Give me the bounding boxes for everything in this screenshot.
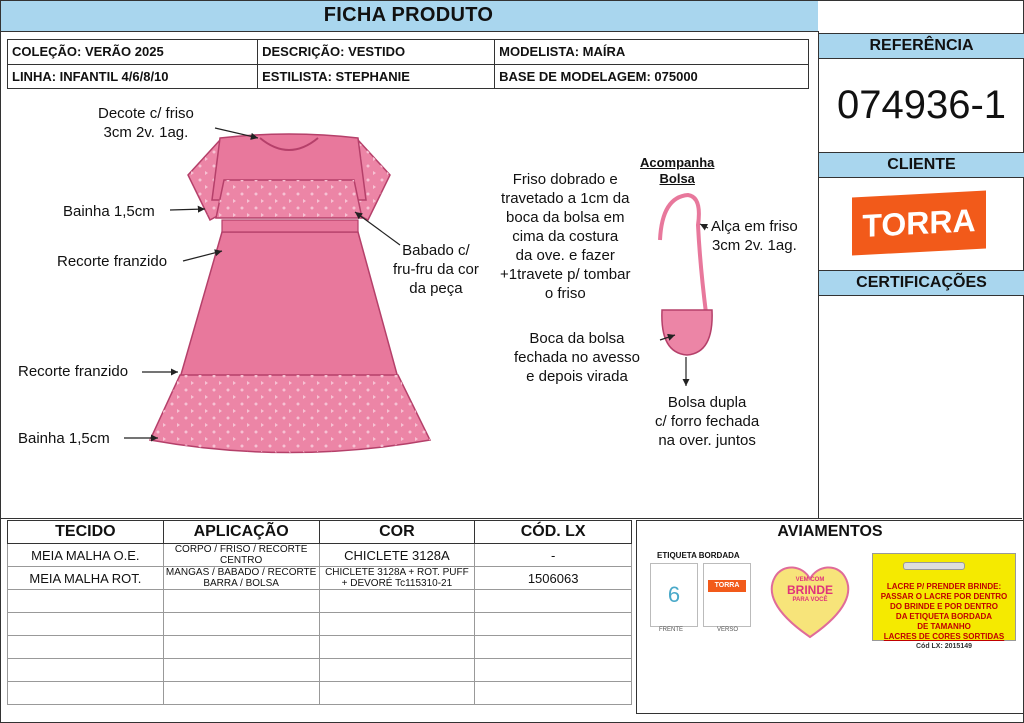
bainha-barra-note: Bainha 1,5cm <box>18 430 110 447</box>
aviamentos-panel <box>636 520 1024 714</box>
base-cell: BASE DE MODELAGEM: 075000 <box>495 64 809 89</box>
table-row: MEIA MALHA ROT. MANGAS / BABADO / RECORTE BARRA / BOLSA CHICLETE 3128A + ROT. PUFF + DEVORÉ Tc115310-21 1506063 <box>8 567 632 590</box>
dupla-note: Bolsa dupla c/ forro fechada na over. juntos <box>655 394 760 449</box>
lacre-box <box>872 553 1016 650</box>
verso-label: VERSO <box>717 627 739 633</box>
recorte-note-1: Recorte franzido <box>57 253 168 270</box>
bainha-manga-note: Bainha 1,5cm <box>63 203 155 220</box>
etiqueta-frente <box>650 563 698 627</box>
etiqueta-verso <box>703 563 751 627</box>
col-cod: CÓD. LX <box>475 521 632 544</box>
babado-note: Babado c/ fru-fru da cor da peça <box>393 242 479 297</box>
table-row-empty <box>8 613 632 636</box>
col-aplicacao: APLICAÇÃO <box>163 521 319 544</box>
certificacoes-header: CERTIFICAÇÕES <box>819 270 1024 296</box>
table-row-empty <box>8 659 632 682</box>
alca-note: Alça em friso 3cm 2v. 1ag. <box>711 218 798 254</box>
table-row: MEIA MALHA O.E. CORPO / FRISO / RECORTE CENTRO CHICLETE 3128A - <box>8 544 632 567</box>
cliente-header: CLIENTE <box>819 152 1024 178</box>
divider <box>1 518 1022 519</box>
estilista-cell: ESTILISTA: STEPHANIE <box>258 64 495 89</box>
linha-cell: LINHA: INFANTIL 4/6/8/10 <box>8 64 258 89</box>
aviamentos-title: AVIAMENTOS <box>777 523 883 540</box>
torra-logo: TORRA <box>852 190 986 255</box>
lacre-instructions: LACRE P/ PRENDER BRINDE: PASSAR O LACRE POR DENTRO DO BRINDE E POR DENTRO DA ETIQUETA BORDADA DE TAMANHO LACRES DE CORES SORTIDAS Cód LX: 2015149 <box>880 582 1008 650</box>
acompanha-note: Acompanha Bolsa <box>640 155 715 186</box>
etiqueta-label: ETIQUETA BORDADA <box>657 551 740 560</box>
col-tecido: TECIDO <box>8 521 164 544</box>
fabric-table <box>7 520 632 705</box>
descricao-cell: DESCRIÇÃO: VESTIDO <box>258 40 495 65</box>
table-row-empty <box>8 682 632 705</box>
etiqueta-size: 6 <box>667 582 681 607</box>
colecao-cell: COLEÇÃO: VERÃO 2025 <box>8 40 258 65</box>
table-row-empty <box>8 636 632 659</box>
lacre-icon <box>903 562 965 570</box>
page-title: FICHA PRODUTO <box>323 4 494 26</box>
col-cor: COR <box>319 521 475 544</box>
etiqueta-brand: TORRA <box>708 580 746 592</box>
frente-label: FRENTE <box>659 627 683 633</box>
table-row-empty <box>8 590 632 613</box>
decote-note: Decote c/ friso 3cm 2v. 1ag. <box>98 105 194 141</box>
friso-note: Friso dobrado e travetado a 1cm da boca da bolsa em cima da costura da ove. e fazer +1travete p/ tombar o friso <box>500 171 631 302</box>
reference-number: 074936-1 <box>836 83 1007 127</box>
fabric-table-header <box>8 521 632 544</box>
recorte-note-2: Recorte franzido <box>18 363 129 380</box>
boca-note: Boca da bolsa fechada no avesso e depois virada <box>514 330 640 385</box>
modelista-cell: MODELISTA: MAÍRA <box>495 40 809 65</box>
referencia-header: REFERÊNCIA <box>819 33 1024 59</box>
brinde-text: VEM COM BRINDE PARA VOCÊ <box>786 577 833 603</box>
